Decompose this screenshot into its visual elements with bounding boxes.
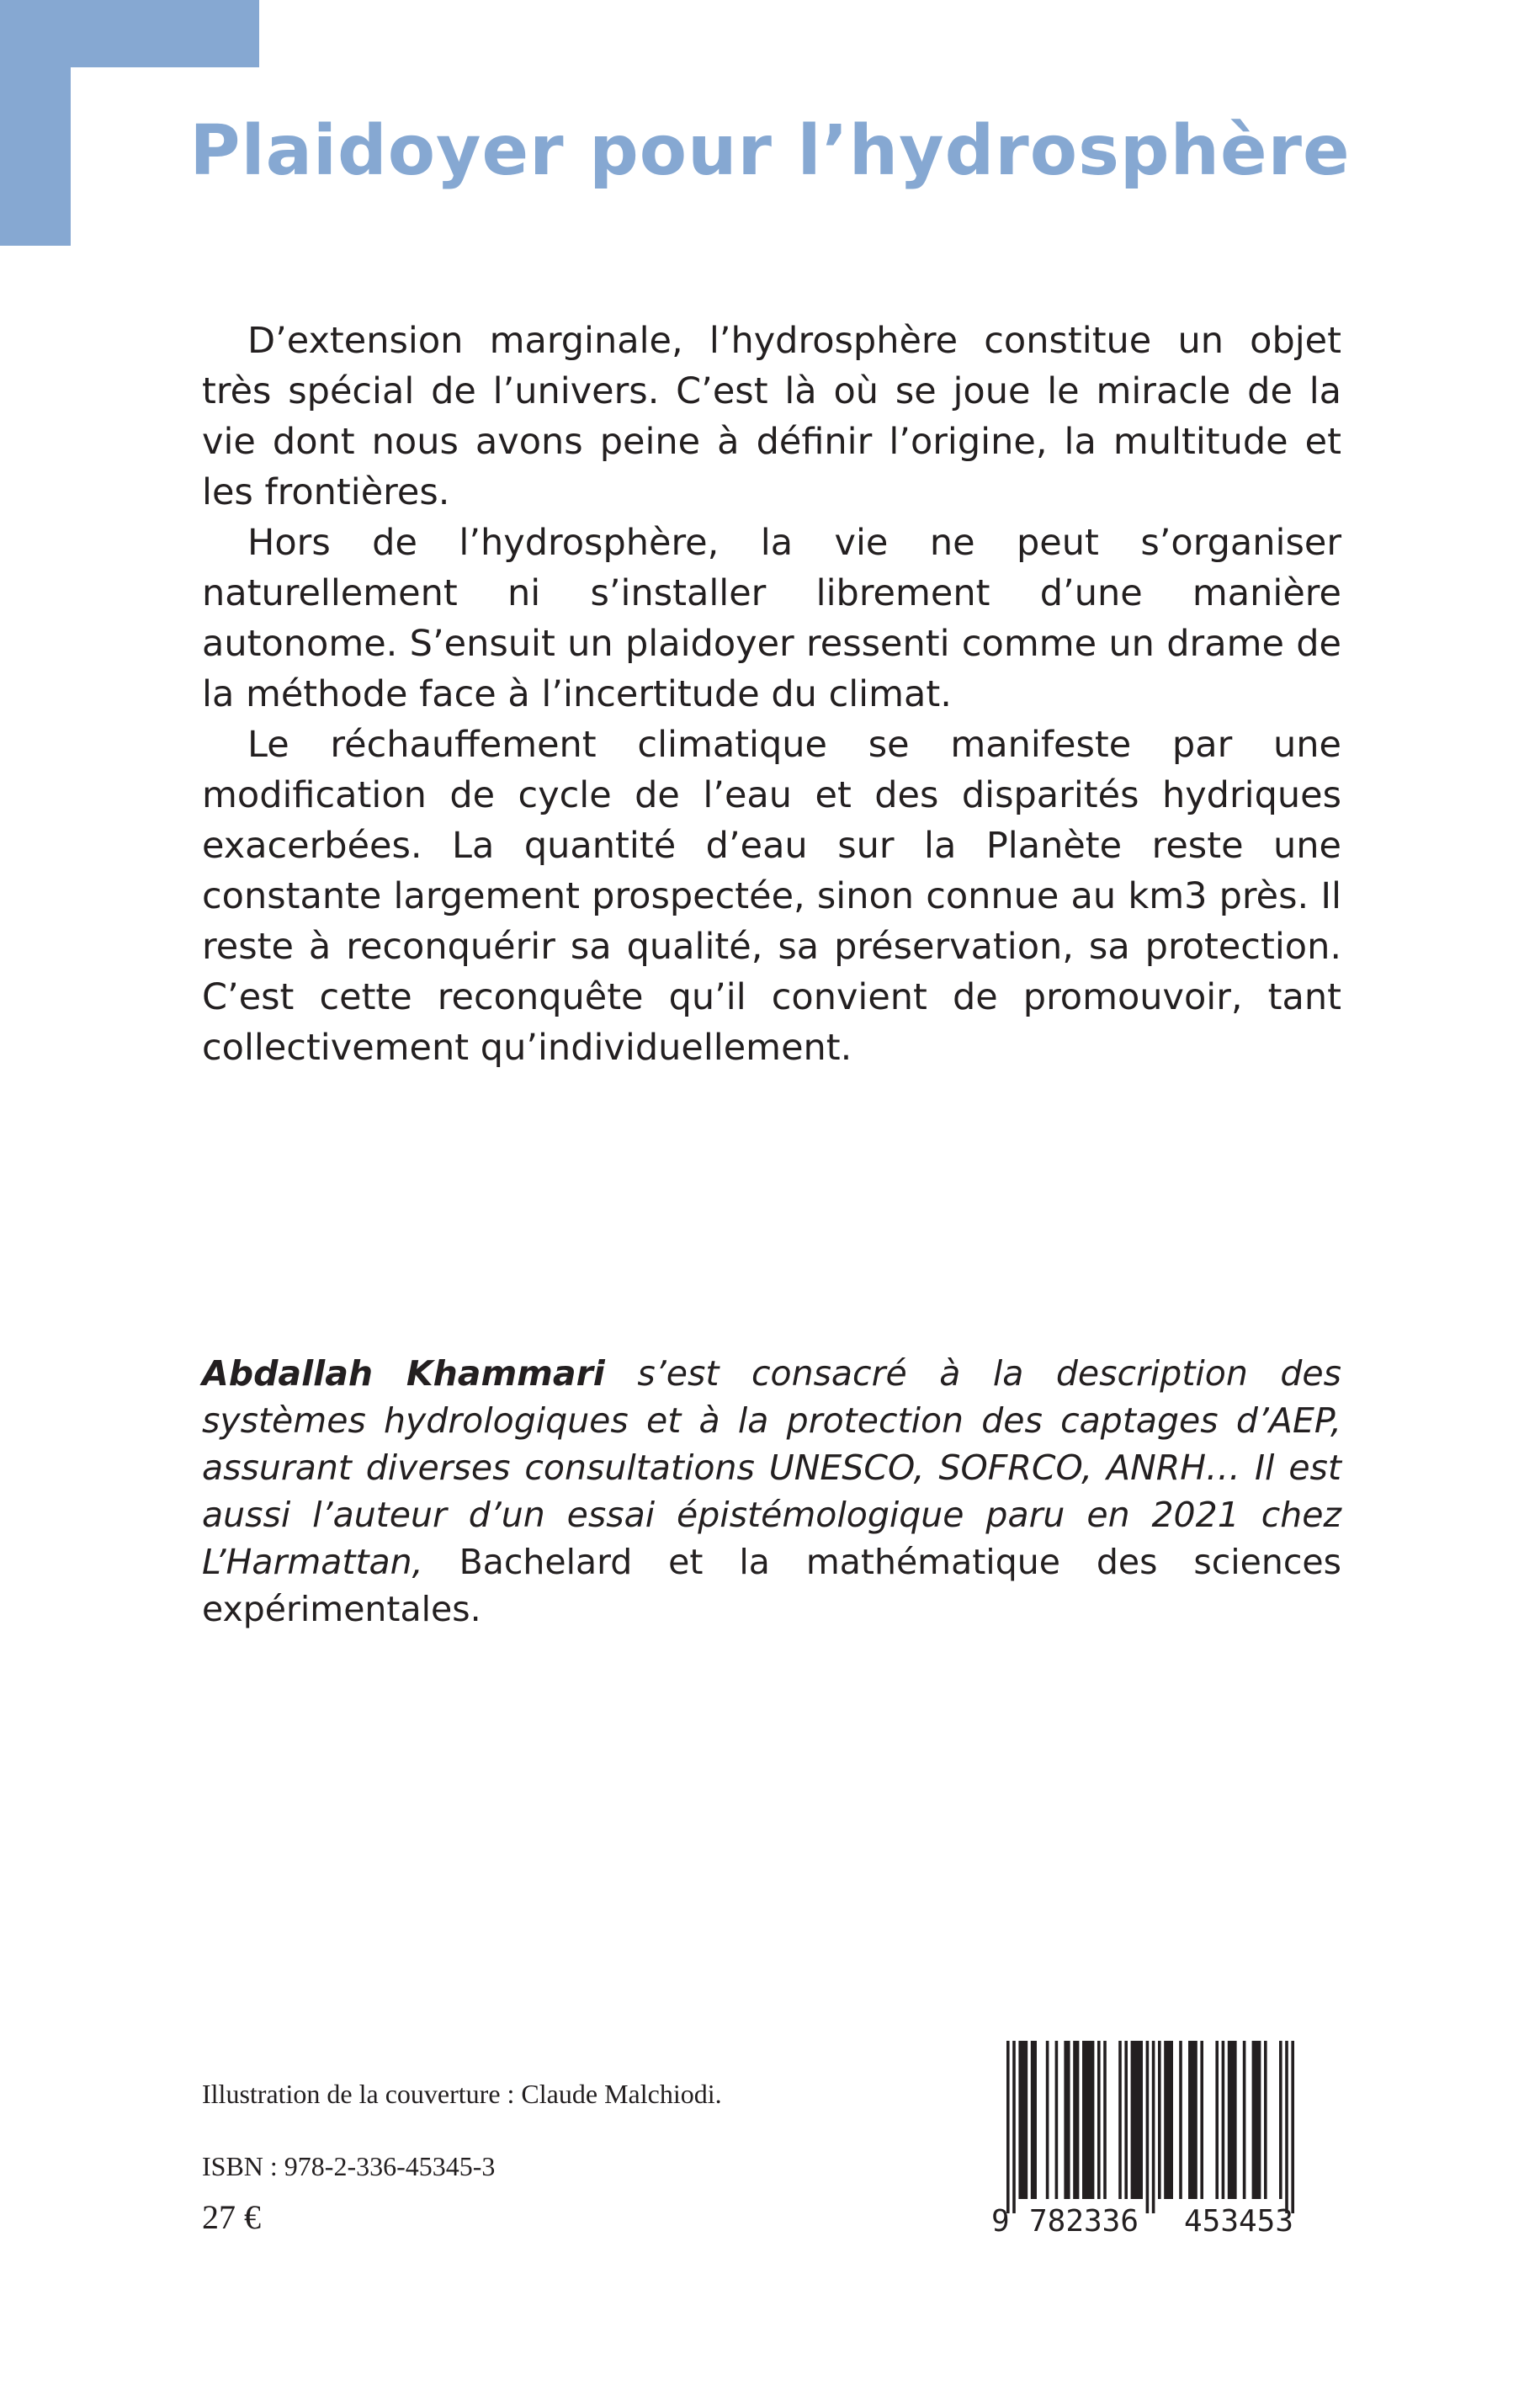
barcode-bar — [1158, 2041, 1161, 2199]
book-title: Plaidoyer pour l’hydrosphère — [189, 111, 1351, 191]
back-cover-blurb — [202, 316, 1341, 1073]
barcode-bar — [1222, 2041, 1225, 2199]
barcode-bar — [1055, 2041, 1059, 2199]
barcode-bar — [1264, 2041, 1267, 2199]
barcode-bar — [1097, 2041, 1101, 2199]
barcode-bar — [1200, 2041, 1203, 2199]
barcode-bar — [1279, 2041, 1282, 2199]
barcode-bar — [1252, 2041, 1261, 2199]
barcode-bar — [1046, 2041, 1049, 2199]
barcode-bar — [1215, 2041, 1219, 2199]
barcode-bar — [1006, 2041, 1010, 2213]
isbn: ISBN : 978-2-336-45345-3 — [202, 2151, 496, 2181]
barcode-left-digits: 782336 — [1028, 2204, 1139, 2234]
barcode-bar — [1073, 2041, 1079, 2199]
barcode-bar — [1164, 2041, 1173, 2199]
essay-title: Bachelard et la mathématique des sciences expérimentales. — [202, 1542, 1341, 1629]
barcode-right-digits: 453453 — [1183, 2204, 1294, 2234]
barcode-bar — [1103, 2041, 1107, 2199]
barcode-first-digit: 9 — [991, 2204, 1010, 2234]
illustration-credit: Illustration de la couverture : Claude Malchiodi. — [202, 2079, 722, 2109]
barcode-bar — [1012, 2041, 1016, 2213]
barcode-bar — [1082, 2041, 1094, 2199]
barcode-bar — [1118, 2041, 1122, 2199]
barcode-bar — [1018, 2041, 1028, 2199]
blurb-paragraph: Le réchauffement climatique se manifeste par une modification de cycle de l’eau et des disparités hydriques exacerbées. La quantité d’eau sur la Planète reste une constante largement prospectée, sinon connue au km3 près. Il reste à reconquérir sa qualité, sa préservation, sa protection. C’est cette reconquête qu’il convient de promouvoir, tant collectivement qu’individuellement. — [202, 724, 1341, 1069]
barcode-bar — [1152, 2041, 1155, 2213]
isbn-barcode — [986, 2041, 1340, 2234]
barcode-bar — [1179, 2041, 1182, 2199]
barcode-bar — [1188, 2041, 1197, 2199]
author-name: Abdallah Khammari — [202, 1353, 605, 1394]
barcode-bar — [1291, 2041, 1294, 2213]
barcode-bar — [1228, 2041, 1237, 2199]
author-bio-text: s’est consacré à la description des systèmes hydrologiques et à la protection des captages d’AEP, assurant diverses consultations UNESCO, SOFRCO, ANRH… Il est aussi l’auteur d’un essai épistémologique paru en 2021 chez L’Harmattan, — [202, 1353, 1342, 1582]
blurb-paragraph: Hors de l’hydrosphère, la vie ne peut s’organiser naturellement ni s’installer librement d’une manière autonome. S’ensuit un plaidoyer ressenti comme un drame de la méthode face à l’incertitude du climat. — [202, 522, 1341, 715]
barcode-bar — [1031, 2041, 1037, 2199]
blurb-paragraph: D’extension marginale, l’hydrosphère constitue un objet très spécial de l’univers. C’est là où se joue le miracle de la vie dont nous avons peine à définir l’origine, la multitude et les frontières. — [202, 320, 1341, 513]
author-bio — [202, 1350, 1341, 1633]
barcode-bar — [1146, 2041, 1150, 2213]
barcode-bar — [1124, 2041, 1128, 2199]
barcode-bar — [1131, 2041, 1143, 2199]
price: 27 € — [202, 2198, 261, 2236]
barcode-bar — [1285, 2041, 1288, 2213]
barcode-bar — [1064, 2041, 1070, 2199]
barcode-bar — [1243, 2041, 1246, 2199]
